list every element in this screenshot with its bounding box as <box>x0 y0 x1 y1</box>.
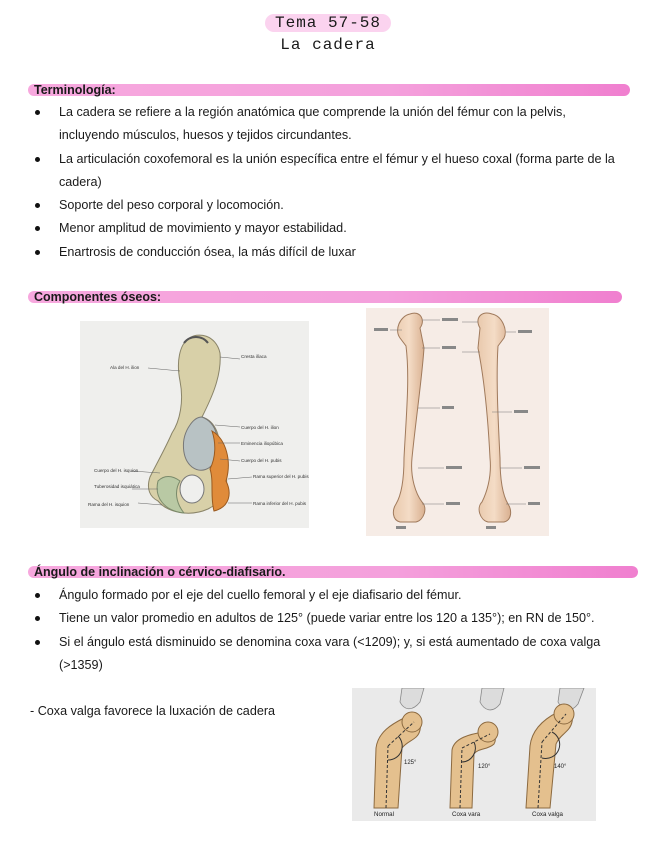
page-title: La cadera <box>280 36 376 54</box>
angle-caption: Normal <box>374 811 394 818</box>
hip-label: Cuerpo del H. pubis <box>241 458 282 463</box>
angle-caption: Coxa vara <box>452 811 481 818</box>
hip-label: Tuberosidad isquiática <box>94 484 140 489</box>
coxa-valga-note: - Coxa valga favorece la luxación de cadera <box>30 704 276 718</box>
hip-label: Ala del H. ilion <box>110 365 140 370</box>
hip-label: Rama superior del H. pubis <box>253 474 309 479</box>
angulo-list <box>32 584 622 677</box>
hip-bone-figure <box>80 321 309 528</box>
terminologia-list <box>32 101 622 264</box>
list-item: Ángulo formado por el eje del cuello femoral y el eje diafisario del fémur. <box>32 584 622 607</box>
list-item: La articulación coxofemoral es la unión específica entre el fémur y el hueso coxal (forma parte de la cadera) <box>32 148 622 195</box>
list-item: Menor amplitud de movimiento y mayor estabilidad. <box>32 217 622 240</box>
hip-label: Eminencia iliopúbica <box>241 441 283 446</box>
hip-bone-drawing <box>80 321 309 528</box>
angle-drawing <box>352 688 596 821</box>
hip-label: Cuerpo del H. ilion <box>241 425 279 430</box>
angle-figure <box>352 688 596 821</box>
section-heading-terminologia: Terminología: <box>28 84 630 96</box>
hip-label: Cresta ilíaca <box>241 354 267 359</box>
title-topic <box>0 12 656 34</box>
femur-coxa-vara <box>450 722 498 808</box>
angle-label: 140° <box>554 764 567 770</box>
list-item: Enartrosis de conducción ósea, la más difícil de luxar <box>32 241 622 264</box>
angle-label: 120° <box>478 764 491 770</box>
femur-drawing <box>366 308 549 536</box>
hip-label: Rama del H. isquion <box>88 502 130 507</box>
femur-figure <box>366 308 549 536</box>
angle-caption: Coxa valga <box>532 811 563 818</box>
angle-label: 125° <box>404 760 417 766</box>
hip-label: Cuerpo del H. isquion <box>94 468 139 473</box>
title-block <box>0 12 656 56</box>
list-item: Soporte del peso corporal y locomoción. <box>32 194 622 217</box>
femur-right <box>478 313 511 522</box>
femur-coxa-valga <box>526 704 574 808</box>
hip-label: Rama inferior del H. pubis <box>253 501 307 506</box>
list-item: Tiene un valor promedio en adultos de 125° (puede variar entre los 120 a 135°); en RN de 150°. <box>32 607 622 630</box>
list-item: La cadera se refiere a la región anatómica que comprende la unión del fémur con la pelvis, incluyendo músculos, huesos y tejidos circundantes. <box>32 101 622 148</box>
section-heading-componentes: Componentes óseos: <box>28 291 622 303</box>
list-item: Si el ángulo está disminuido se denomina coxa vara (<1209); y, si está aumentado de coxa valga (>1359) <box>32 631 622 678</box>
title-topic-text: Tema 57-58 <box>265 14 391 32</box>
femur-left <box>393 313 425 522</box>
section-heading-angulo: Ángulo de inclinación o cérvico-diafisario. <box>28 566 638 578</box>
pelvis-fragments <box>400 688 584 710</box>
